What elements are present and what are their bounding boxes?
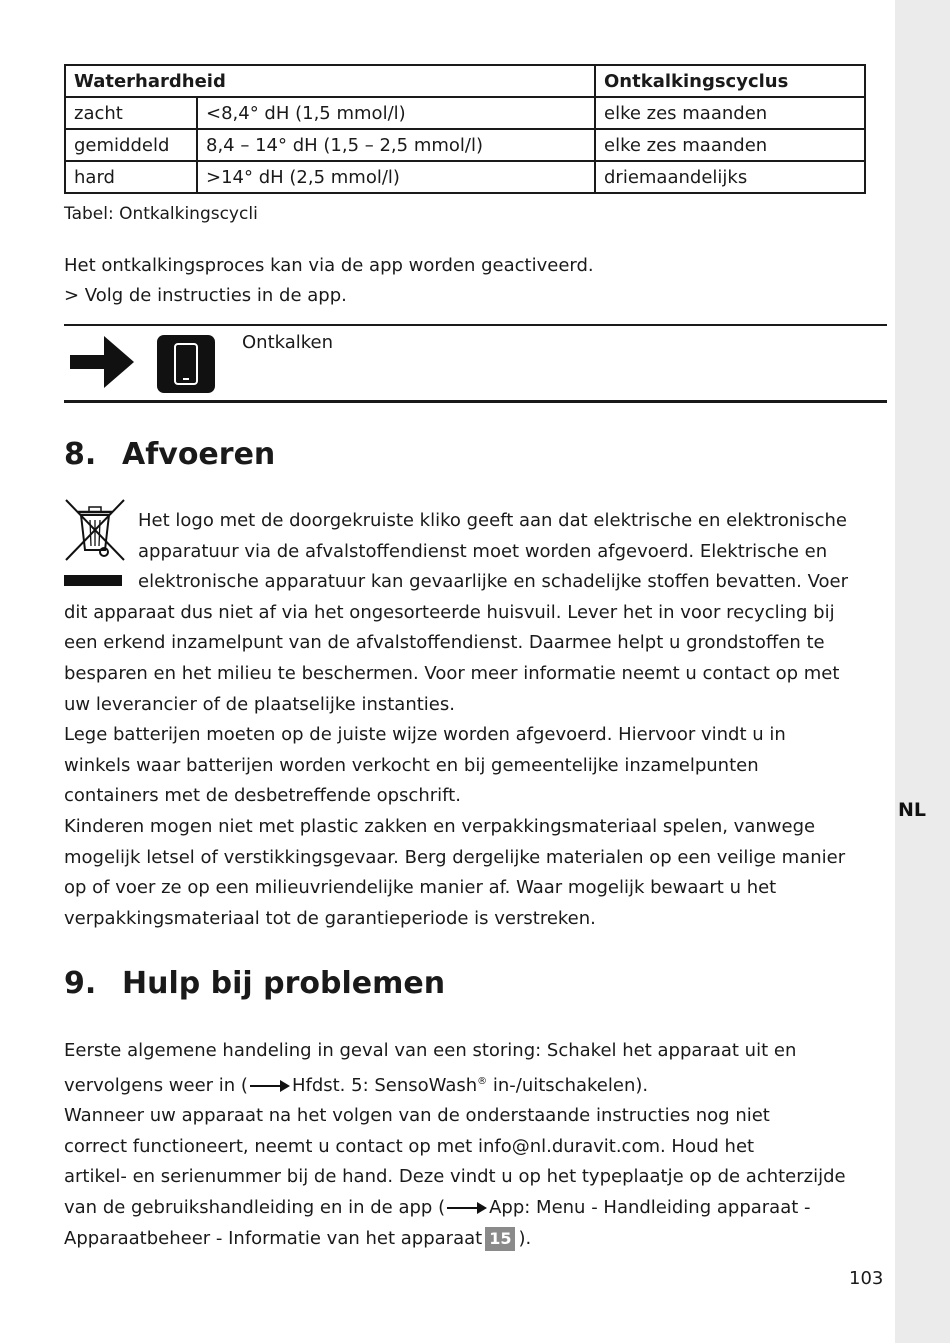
text-line: artikel- en serienummer bij de hand. Deze vindt u op het typeplaatje op de achterzijde xyxy=(64,1166,846,1188)
descaling-intro xyxy=(64,251,887,311)
descaling-cycle: elke zes maanden xyxy=(595,129,865,161)
table-row xyxy=(65,129,865,161)
text-line: containers met de desbetreffende opschrift. xyxy=(64,785,461,807)
section-number: 8. xyxy=(64,437,97,472)
text-line: Het logo met de doorgekruiste kliko geeft aan dat elektrische en elektronische xyxy=(138,510,847,531)
descaling-cycle: driemaandelijks xyxy=(595,161,865,193)
header-descaling-cycle: Ontkalkingscyclus xyxy=(595,65,865,97)
water-hardness-table xyxy=(64,64,866,194)
text-line: elektronische apparatuur kan gevaarlijke en schadelijke stoffen bevatten. Voer xyxy=(138,571,849,593)
text-line xyxy=(64,1067,887,1102)
section-9-heading xyxy=(64,966,445,1001)
text-line: besparen en het milieu te beschermen. Voor meer informatie neemt u contact op met xyxy=(64,662,840,684)
hardness-range: 8,4 – 14° dH (1,5 – 2,5 mmol/l) xyxy=(197,129,595,161)
app-menu-reference: App: Menu - Handleiding apparaat - xyxy=(489,1196,811,1218)
text-line: winkels waar batterijen worden verkocht en bij gemeentelijke inzamelpunten xyxy=(64,754,759,776)
text-span: vervolgens weer in ( xyxy=(64,1074,248,1096)
app-note-box xyxy=(64,324,887,403)
header-water-hardness: Waterhardheid xyxy=(65,65,595,97)
hardness-level: gemiddeld xyxy=(65,129,197,161)
section-title: Hulp bij problemen xyxy=(122,966,446,1001)
text-line: Lege batterijen moeten op de juiste wijze worden afgevoerd. Hiervoor vindt u in xyxy=(64,724,786,746)
table-caption: Tabel: Ontkalkingscycli xyxy=(64,204,258,224)
text-line: mogelijk letsel of verstikkingsgevaar. Berg dergelijke materialen op een veilige manier xyxy=(64,846,846,868)
hardness-range: <8,4° dH (1,5 mmol/l) xyxy=(197,97,595,129)
text-span: in-/uitschakelen). xyxy=(487,1074,649,1096)
troubleshooting-text xyxy=(64,1036,887,1254)
note-label: Ontkalken xyxy=(242,332,334,353)
long-arrow-right-icon xyxy=(447,1201,487,1215)
table-header-row xyxy=(65,65,865,97)
language-tab: NL xyxy=(898,799,927,821)
text-line: een erkend inzamelpunt van de afvalstoffendienst. Daarmee helpt u grondstoffen te xyxy=(64,632,825,654)
section-8-heading xyxy=(64,437,275,472)
text-line: Eerste algemene handeling in geval van een storing: Schakel het apparaat uit en xyxy=(64,1040,797,1061)
language-sidebar xyxy=(895,0,950,1343)
long-arrow-right-icon xyxy=(250,1079,290,1093)
text-span: van de gebruikshandleiding en in de app ( xyxy=(64,1196,446,1218)
text-span: Apparaatbeheer - Informatie van het apparaat xyxy=(64,1227,483,1249)
text-line: verpakkingsmateriaal tot de garantieperiode is verstreken. xyxy=(64,907,596,929)
text-line: Kinderen mogen niet met plastic zakken en verpakkingsmateriaal spelen, vanwege xyxy=(64,815,816,837)
text-line: apparatuur via de afvalstoffendienst moet worden afgevoerd. Elektrische en xyxy=(138,540,828,562)
hardness-level: zacht xyxy=(65,97,197,129)
arrow-right-icon xyxy=(70,336,134,388)
chapter-reference: Hfdst. 5: SensoWash xyxy=(291,1074,478,1096)
hardness-level: hard xyxy=(65,161,197,193)
text-line: dit apparaat dus niet af via het ongesorteerde huisvuil. Lever het in voor recycling bij xyxy=(64,601,835,623)
intro-line: Het ontkalkingsproces kan via de app worden geactiveerd. xyxy=(64,255,594,276)
text-line xyxy=(64,1193,887,1224)
text-line: correct functioneert, neemt u contact op met info@nl.duravit.com. Houd het xyxy=(64,1135,755,1157)
text-span: ). xyxy=(518,1227,532,1249)
section-title: Afvoeren xyxy=(122,437,276,472)
text-line: op of voer ze op een milieuvriendelijke manier af. Waar mogelijk bewaart u het xyxy=(64,877,777,899)
intro-instruction: > Volg de instructies in de app. xyxy=(64,285,347,306)
figure-reference-badge: 15 xyxy=(485,1227,515,1251)
smartphone-icon xyxy=(157,335,215,393)
page-number: 103 xyxy=(849,1268,884,1289)
text-line xyxy=(64,1224,887,1255)
text-line: uw leverancier of de plaatselijke instanties. xyxy=(64,693,455,715)
text-line: Wanneer uw apparaat na het volgen van de onderstaande instructies nog niet xyxy=(64,1105,770,1127)
hardness-range: >14° dH (2,5 mmol/l) xyxy=(197,161,595,193)
section-number: 9. xyxy=(64,966,97,1001)
registered-mark: ® xyxy=(477,1075,488,1087)
disposal-text xyxy=(64,506,887,934)
table-row xyxy=(65,97,865,129)
descaling-cycle: elke zes maanden xyxy=(595,97,865,129)
table-row xyxy=(65,161,865,193)
